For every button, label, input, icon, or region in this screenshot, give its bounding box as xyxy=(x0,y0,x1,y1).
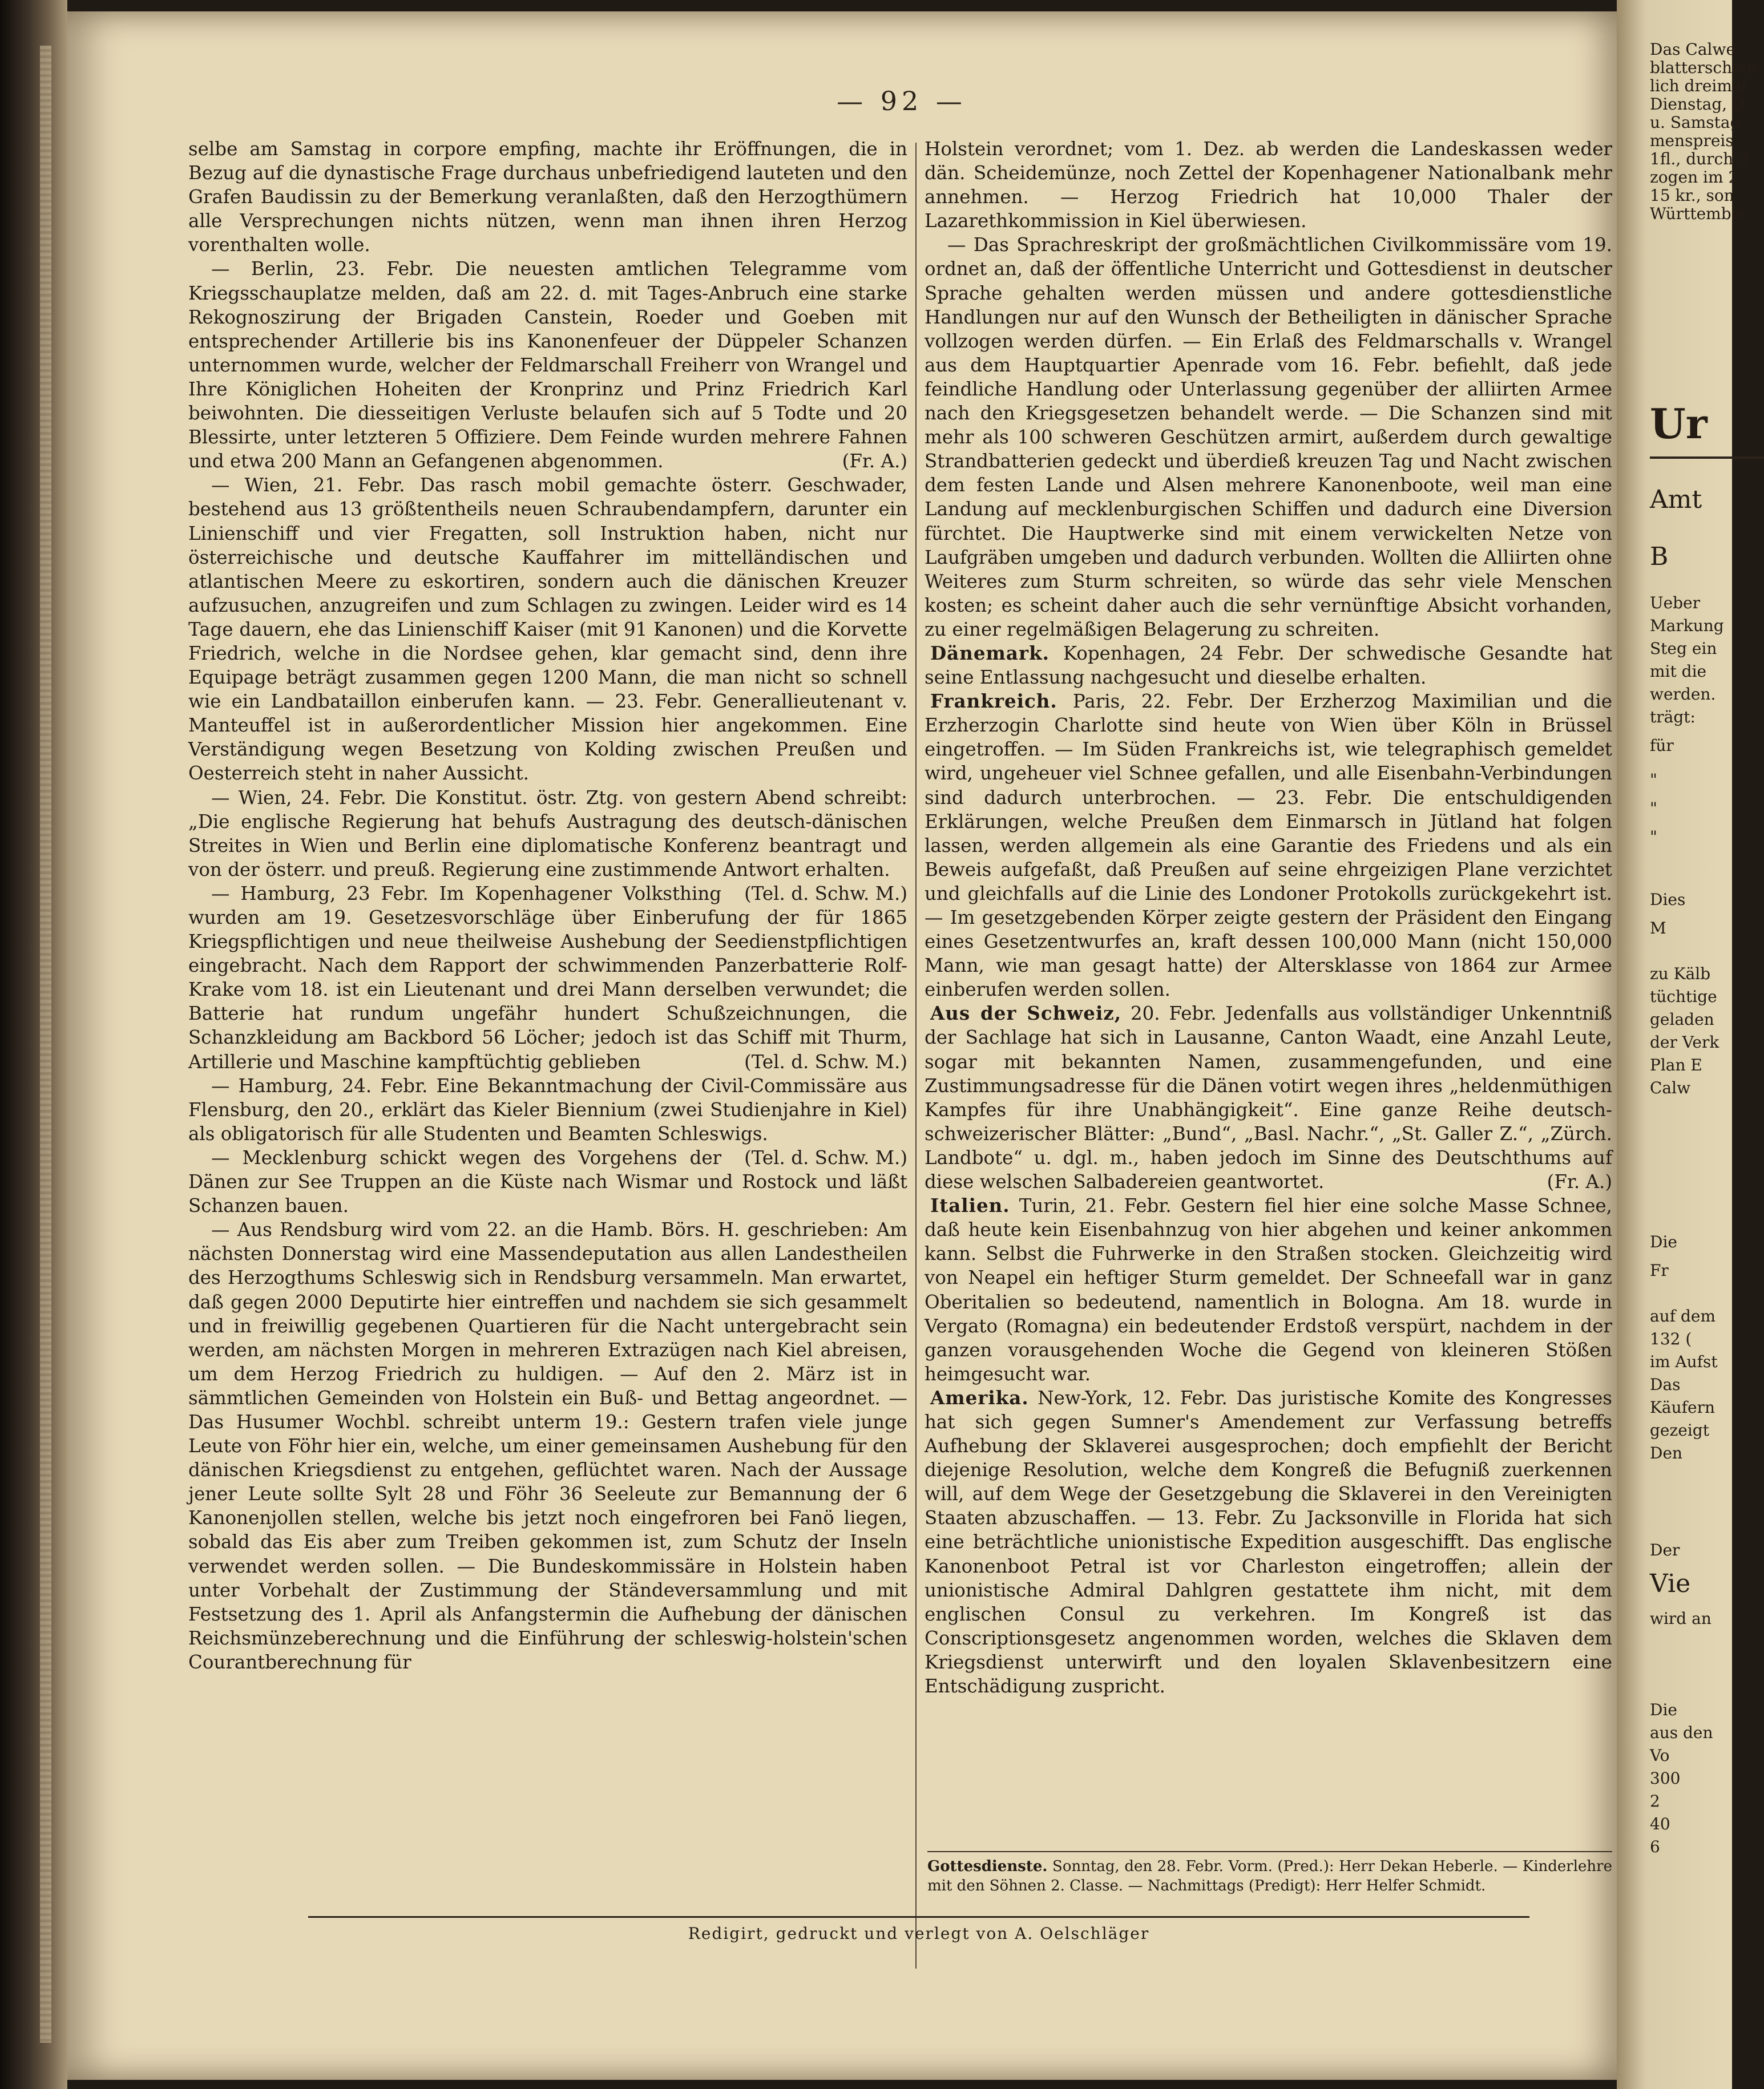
news-section xyxy=(925,641,1612,689)
section-heading: Amerika. xyxy=(930,1386,1029,1409)
facing-page-fragment: 132 ( xyxy=(1650,1330,1692,1348)
paragraph-text: — Hamburg, 23 Febr. Im Kopenhagener Volksthing wurden am 19. Gesetzesvorschläge über Einberufung der für 1865 Kriegspflichtigen und neue theilweise Aushebung der Seedienstpflichtigen eingebracht. Nach dem Rapport der schwimmenden Panzerbatterie Rolf-Krake vom 18. ist ein Lieutenant und drei Mann derselben verwundet; die Batterie hat rundum ungefähr hundert Schußzeichnungen, die Schanzkleidung am Backbord 56 Löcher; jedoch ist das Schiff mit Thurm, Artillerie und Maschine kampftüchtig geblieben xyxy=(188,882,907,1073)
facing-page-fragment: werden. xyxy=(1650,685,1716,704)
paragraph-text: — Das Sprachreskript der großmächtlichen Civilkommissäre vom 19. ordnet an, daß der öffentliche Unterricht und Gottesdienst in deutscher Sprache gehalten werden müssen und andere gottesdienstliche Handlungen nur auf den Wunsch der Betheiligten in dänischer Sprache vollzogen werden dürfen. — Ein Erlaß des Feldmarschalls v. Wrangel aus dem Hauptquartier Apenrade vom 16. Febr. befiehlt, daß jede feindliche Handlung oder Unterlassung gegenüber der alliirten Armee nach den Kriegsgesetzen behandelt werde. — Die Schanzen sind mit mehr als 100 schweren Geschützen armirt, außerdem durch gewaltige Strandbatterien gedeckt und überdieß kreuzen Tag und Nacht zwischen dem festen Lande und Alsen mehrere Kanonenboote, weil man eine Landung auf mecklenburgischen Schiffen und dadurch eine Diversion fürchtet. Die Hauptwerke sind mit einem verwickelten Netze von Laufgräben umgeben und dadurch verbunden. Wollten die Alliirten ohne Weiteres zum Sturm schreiten, so würde das sehr viele Menschen kosten; es scheint daher auch die sehr vernünftige Absicht vorhanden, zu einer regelmäßigen Belagerung zu schreiten. xyxy=(925,234,1612,640)
facing-page-fragment: trägt: xyxy=(1650,708,1696,726)
paragraph-text: Paris, 22. Febr. Der Erzherzog Maximilian und die Erzherzogin Charlotte sind heute von Wien über Köln in Brüssel eingetroffen. — Im Süden Frankreichs ist, wie telegraphisch gemeldet wird, ungeheuer viel Schnee gefallen, und alle Eisenbahn-Verbindungen sind dadurch unterbrochen. — 23. Febr. Die entschuldigenden Erklärungen, welche Preußen dem Einmarsch in Jütland hat folgen lassen, werden allgemein als eine Garantie des Friedens und als ein Beweis aufgefaßt, daß Preußen auf seine ehrgeizigen Plane verzichtet und gleichfalls auf die Linie des Londoner Protokolls zurückgekehrt ist. — Im gesetzgebenden Körper zeigte gestern der Präsident den Eingang eines Gesetzentwurfes an, kraft dessen 100,000 Mann (nicht 150,000 Mann, wie man gesagt hatte) der Altersklasse von 1864 zur Armee einberufen werden sollen. xyxy=(925,690,1612,1001)
news-section xyxy=(925,1386,1612,1698)
facing-page-fragment: für xyxy=(1650,736,1674,755)
news-paragraph xyxy=(925,233,1612,641)
facing-page-fragment: lich dreimal xyxy=(1650,76,1747,95)
facing-page-fragment: Der xyxy=(1650,1541,1680,1559)
paragraph-text: selbe am Samstag in corpore empfing, machte ihr Eröffnungen, die in Bezug auf die dynastische Frage durchaus unbefriedigend lauteten und den Grafen Baudissin zu der Bemerkung veranlaßten, daß den Herzogthümern alle Versprechungen nichts nützen, wenn man ihnen ihren Herzog vorenthalten wolle. xyxy=(188,138,907,256)
imprint-footer: Redigirt, gedruckt und verlegt von A. Oelschläger xyxy=(688,1924,1150,1943)
news-section xyxy=(925,689,1612,1001)
facing-page-fragment: Dies xyxy=(1650,890,1686,909)
news-paragraph xyxy=(188,257,907,473)
facing-page-fragment: 6 xyxy=(1650,1837,1660,1856)
facing-page-fragment: M xyxy=(1650,919,1666,938)
facing-page-fragment: Amt xyxy=(1650,485,1702,514)
news-section xyxy=(925,1001,1612,1194)
source-attribution: (Fr. A.) xyxy=(1547,1171,1612,1193)
facing-page-fragment: Die xyxy=(1650,1233,1677,1251)
facing-page-fragment: 15 kr., son xyxy=(1650,186,1734,205)
facing-page-fragment: 300 xyxy=(1650,1769,1681,1788)
facing-page-fragment: Das Calwe xyxy=(1650,40,1736,59)
paragraph-text: — Mecklenburg schickt wegen des Vorgehens der Dänen zur See Truppen an die Küste nach Wismar und Rostock und läßt Schanzen bauen. xyxy=(188,1146,907,1217)
paragraph-text: New-York, 12. Febr. Das juristische Komite des Kongresses hat sich gegen Sumner's Amendement zur Verfassung betreffs Aufhebung der Sklaverei ausgesprochen; doch empfiehlt der Bericht diejenige Resolution, welche dem Kongreß die Befugniß zuerkennen will, auf dem Wege der Gesetzgebung die Sklaverei in den Vereinigten Staaten abzuschaffen. — 13. Febr. Zu Jacksonville in Florida hat sich eine beträchtliche unionistische Expedition ausgeschifft. Das englische Kanonenboot Petral ist vor Charleston eingetroffen; allein der unionistische Admiral Dahlgren gestattete ihm nicht, mit dem englischen Consul zu verkehren. Im Kongreß ist das Conscriptionsgesetz angenommen worden, welches die Sklaven dem Kriegsdienst unterwirft und den loyalen Sklavenbesitzern eine Entschädigung zuspricht. xyxy=(925,1387,1612,1697)
paragraph-text: Holstein verordnet; vom 1. Dez. ab werden die Landeskassen weder dän. Scheidemünze, noch Zettel der Kopenhagener Nationalbank mehr annehmen. — Herzog Friedrich hat 10,000 Thaler der Lazarethkommission in Kiel überwiesen. xyxy=(925,138,1612,232)
book-spine xyxy=(0,0,67,2089)
news-paragraph xyxy=(925,137,1612,233)
facing-page-fragment: " xyxy=(1650,827,1657,846)
news-paragraph xyxy=(188,882,907,1074)
page-number: — 92 — xyxy=(837,86,967,116)
paragraph-text: — Wien, 21. Febr. Das rasch mobil gemachte österr. Geschwader, bestehend aus 13 größtentheils neuen Schraubendampfern, darunter ein Linienschiff und vier Fregatten, soll Instruktion haben, nicht nur österreichische und deutsche Kauffahrer im mittelländischen und atlantischen Meere zu eskortiren, sondern auch die dänischen Kreuzer aufzusuchen, anzugreifen und zum Schlagen zu zwingen. Leider wird es 14 Tage dauern, ehe das Linienschiff Kaiser (mit 91 Kanonen) und die Korvette Friedrich, welche in die Nordsee gehen, klar gemacht sind, denn ihre Equipage beträgt zusammen gegen 1200 Mann, die man nicht so schnell wie ein Landbataillon einberufen kann. — 23. Febr. Generallieutenant v. Manteuffel ist in außerordentlicher Mission hier angekommen. Eine Verständigung wegen Besetzung von Kolding zwischen Preußen und Oesterreich steht in naher Aussicht. xyxy=(188,474,907,785)
paragraph-text: — Hamburg, 24. Febr. Eine Bekanntmachung der Civil-Commissäre aus Flensburg, den 20., erklärt das Kieler Biennium (zwei Studienjahre in Kiel) als obligatorisch für alle Studenten und Beamten Schleswigs. xyxy=(188,1074,907,1145)
right-column xyxy=(925,137,1612,1894)
notice-text: Sonntag, den 28. Febr. Vorm. (Pred.): Herr Dekan Heberle. — Kinderlehre mit den Söhnen 2. Classe. — Nachmittags (Predigt): Herr Helfer Schmidt. xyxy=(927,1858,1612,1894)
facing-page-fragment: 1fl., durch d xyxy=(1650,149,1749,168)
facing-page-heading: Ur xyxy=(1650,399,1708,448)
facing-page-fragment: mit die xyxy=(1650,662,1707,681)
facing-page-fragment: B xyxy=(1650,542,1669,571)
source-attribution: (Tel. d. Schw. M.) xyxy=(744,1146,907,1169)
facing-page-fragment: geladen xyxy=(1650,1010,1714,1029)
paragraph-text: — Aus Rendsburg wird vom 22. an die Hamb. Börs. H. geschrieben: Am nächsten Donnerstag wird eine Massendeputation aus allen Landestheilen des Herzogthums Schleswig sich in Rendsburg versammeln. Man erwartet, daß gegen 2000 Deputirte hier eintreffen und nachdem sie sich gesammelt und in freiwillig gegebenen Quartieren für die Nacht untergebracht sein werden, am nächsten Morgen in mehreren Extrazügen nach Kiel abreisen, um dem Herzog Friedrich zu huldigen. — Auf den 2. März ist in sämmtlichen Gemeinden von Holstein ein Buß- und Bettag angeordnet. — Das Husumer Wochbl. schreibt unterm 19.: Gestern trafen viele junge Leute von Föhr hier ein, welche, um einer gemeinsamen Aushebung für den dänischen Kriegsdienst zu entgehen, geflüchtet waren. Nach der Aussage jener Leute sollte Sylt 28 und Föhr 36 Seeleute zur Bemannung der 6 Kanonenjollen stellen, welche bis jetzt noch eingefroren bei Fanö liegen, sobald das Eis aber zum Treiben gekommen ist, zum Schutz der Inseln verwendet werden sollen. — Die Bundeskommissäre in Holstein haben unter Vorbehalt der Zustimmung der Ständeversammlung und mit Festsetzung des 1. April als Anfangstermin die Aufhebung der dänischen Reichsmünzeberechnung und die Einführung der schleswig-holstein'schen Courantberechnung für xyxy=(188,1219,907,1673)
facing-page-fragment: zu Kälb xyxy=(1650,964,1711,983)
section-heading: Dänemark. xyxy=(930,641,1049,664)
facing-page-fragment: Calw xyxy=(1650,1078,1691,1097)
facing-page-fragment: Käufern xyxy=(1650,1398,1715,1417)
facing-page-rule xyxy=(1650,456,1764,459)
facing-page-fragment: Markung xyxy=(1650,616,1724,635)
page-stack-edge xyxy=(40,46,51,2043)
facing-page-fragment: im Aufst xyxy=(1650,1352,1718,1371)
news-paragraph xyxy=(188,137,907,257)
facing-page-fragment: Steg ein xyxy=(1650,639,1717,658)
facing-page-fragment: aus den xyxy=(1650,1723,1713,1742)
church-notice xyxy=(927,1851,1612,1896)
facing-page-fragment: " xyxy=(1650,770,1657,789)
news-paragraph xyxy=(188,473,907,785)
facing-page-fragment: auf dem xyxy=(1650,1307,1716,1326)
source-attribution: (Fr. A.) xyxy=(842,450,907,472)
facing-page-fragment: blatterschein xyxy=(1650,58,1757,77)
paragraph-text: — Berlin, 23. Febr. Die neuesten amtlichen Telegramme vom Kriegsschauplatze melden, daß am 22. d. mit Tages-Anbruch eine starke Rekognoszirung der Brigaden Canstein, Roeder und Goeben mit entsprechender Artillerie bis ins Kanonenfeuer der Düppeler Schanzen unternommen wurde, welcher der Feldmarschall Freiherr von Wrangel und Ihre Königlichen Hoheiten der Kronprinz und Prinz Friedrich Karl beiwohnten. Die diesseitigen Verluste belaufen sich auf 5 Todte und 20 Blessirte, unter letzteren 5 Offiziere. Dem Feinde wurden mehrere Fahnen und etwa 200 Mann an Gefangenen abgenommen. xyxy=(188,258,907,472)
facing-page-fragment: zogen im 2 xyxy=(1650,168,1739,187)
facing-page-fragment: menspreis xyxy=(1650,131,1734,150)
facing-page-fragment: Vo xyxy=(1650,1746,1670,1765)
news-paragraph xyxy=(188,786,907,904)
section-heading: Aus der Schweiz, xyxy=(930,1002,1122,1025)
facing-page-fragment: Dienstag, D xyxy=(1650,95,1745,114)
facing-page-fragment: u. Samstag xyxy=(1650,113,1741,132)
facing-page-fragment: 40 xyxy=(1650,1815,1670,1833)
facing-page-fragment: Den xyxy=(1650,1444,1683,1462)
section-heading: Italien. xyxy=(930,1194,1010,1217)
facing-page-fragment: tüchtige xyxy=(1650,987,1717,1006)
facing-page-fragment: Württember xyxy=(1650,204,1749,223)
facing-page-fragment: Ueber xyxy=(1650,593,1701,612)
facing-page-fragment: Das xyxy=(1650,1375,1681,1394)
facing-page-fragment: gezeigt xyxy=(1650,1421,1709,1440)
facing-page-fragment: wird an xyxy=(1650,1609,1711,1628)
facing-page-edge xyxy=(1617,0,1757,2089)
source-attribution: (Tel. d. Schw. M.) xyxy=(744,882,907,904)
news-paragraph xyxy=(188,1218,907,1674)
left-column xyxy=(188,137,907,1894)
column-divider xyxy=(915,143,917,1969)
news-section xyxy=(925,1194,1612,1386)
paragraph-text: Kopenhagen, 24 Febr. Der schwedische Gesandte hat seine Entlassung nachgesucht und dieselbe erhalten. xyxy=(925,642,1612,689)
facing-page-fragment: " xyxy=(1650,799,1657,818)
paragraph-text: 20. Febr. Jedenfalls aus vollständiger Unkenntniß der Sachlage hat sich in Lausanne, Canton Waadt, eine Anzahl Leute, sogar mit bekannten Namen, zusammengefunden, und eine Zustimmungsadresse für die Dänen votirt wegen ihres „heldenmüthigen Kampfes für ihre Unabhängigkeit“. Eine ganze Reihe deutsch-schweizerischer Blätter: „Bund“, „Basl. Nachr.“, „St. Galler Z.“, „Zürch. Landbote“ u. dgl. m., haben jedoch im Sinne des Deutschthums auf diese welschen Salbadereien geantwortet. xyxy=(925,1003,1612,1193)
paragraph-text: — Wien, 24. Febr. Die Konstitut. östr. Ztg. von gestern Abend schreibt: „Die englische Regierung hat behufs Austragung des deutsch-dänischen Streites in Wien und Berlin eine diplomatische Konferenz beantragt und von der österr. und preuß. Regierung eine zustimmende Antwort erhalten. xyxy=(188,786,907,880)
paragraph-text: Turin, 21. Febr. Gestern fiel hier eine solche Masse Schnee, daß heute kein Eisenbahnzug von hier abgehen und keiner ankommen kann. Selbst die Fuhrwerke in den Straßen stocken. Gleichzeitig wird von Neapel ein heftiger Sturm gemeldet. Der Schneefall war in ganz Oberitalien so bedeutend, namentlich in Bologna. Am 18. wurde in Vergato (Romagna) ein bedeutender Erdstoß verspürt, nachdem in der ganzen vorausgehenden Woche die Gegend von kleineren Stößen heimgesucht war. xyxy=(925,1195,1612,1385)
facing-page-fragment: 2 xyxy=(1650,1792,1660,1811)
facing-page-fragment: Plan E xyxy=(1650,1056,1702,1074)
facing-page-fragment: der Verk xyxy=(1650,1033,1719,1052)
source-attribution: (Tel. d. Schw. M.) xyxy=(744,1050,907,1073)
facing-page-fragment: Fr xyxy=(1650,1261,1669,1280)
news-paragraph xyxy=(188,1074,907,1169)
facing-page-fragment: Vie xyxy=(1650,1569,1691,1598)
notice-heading: Gottesdienste. xyxy=(927,1858,1048,1875)
section-heading: Frankreich. xyxy=(930,690,1057,713)
facing-page-fragment: Die xyxy=(1650,1700,1677,1719)
footer-rule xyxy=(308,1916,1529,1918)
